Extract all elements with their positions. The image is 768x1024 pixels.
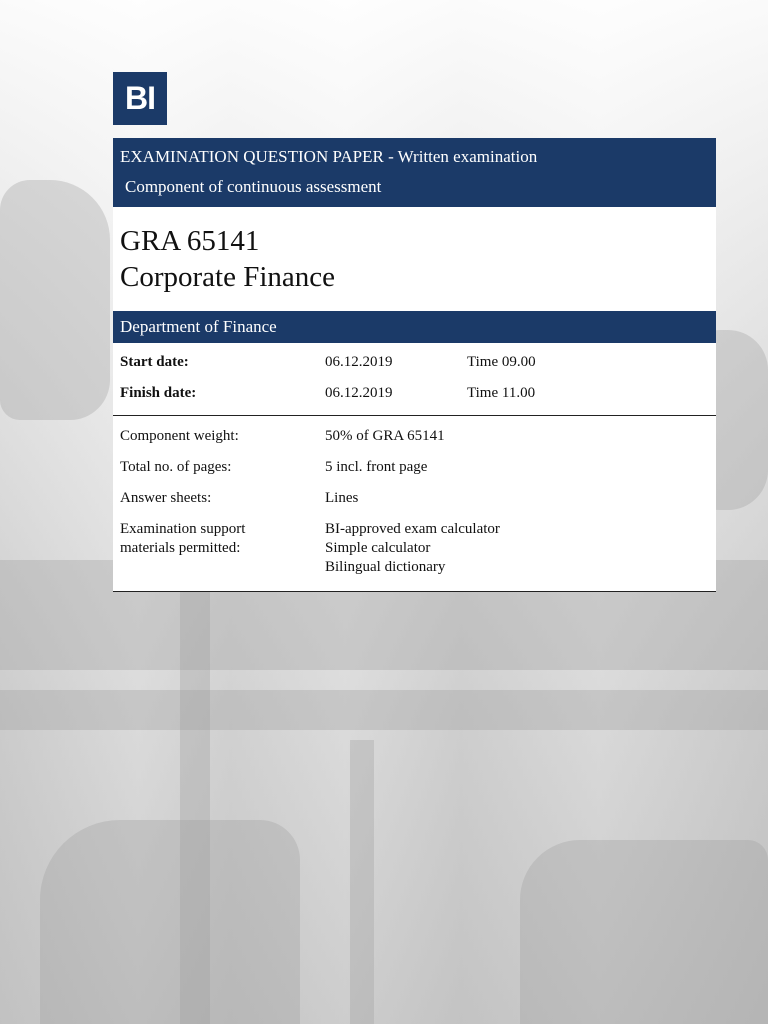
answer-sheets-label: Answer sheets: [120, 490, 212, 506]
component-weight-label: Component weight: [120, 428, 239, 444]
bi-logo: BI [113, 72, 167, 125]
course-code: GRA 65141 [120, 225, 260, 257]
finish-date-value: 06.12.2019 [325, 385, 393, 401]
exam-header [113, 138, 716, 207]
exam-dates [113, 343, 716, 416]
start-time-value: Time 09.00 [467, 354, 536, 370]
component-weight-value: 50% of GRA 65141 [325, 428, 445, 444]
exam-component-subtitle: Component of continuous assessment [125, 177, 382, 196]
exam-details [113, 416, 716, 592]
support-material-item: Bilingual dictionary [325, 559, 446, 575]
total-pages-row [113, 452, 716, 483]
finish-date-label: Finish date: [120, 385, 197, 401]
component-weight-row [113, 421, 716, 452]
finish-time-value: Time 11.00 [467, 385, 536, 401]
total-pages-label: Total no. of pages: [120, 459, 232, 475]
support-materials-label [120, 520, 325, 577]
answer-sheets-value: Lines [325, 490, 359, 506]
total-pages-value: 5 incl. front page [325, 459, 428, 475]
exam-type-title: EXAMINATION QUESTION PAPER - Written examination [120, 147, 538, 166]
support-material-item: BI-approved exam calculator [325, 521, 500, 537]
support-materials-list [325, 520, 709, 577]
exam-cover-panel [113, 138, 716, 592]
support-materials-label-line1: Examination support [120, 521, 246, 537]
finish-date-row [113, 378, 716, 409]
start-date-row [113, 347, 716, 378]
course-name: Corporate Finance [120, 261, 336, 293]
support-material-item: Simple calculator [325, 540, 431, 556]
start-date-label: Start date: [120, 354, 189, 370]
support-materials-label-line2: materials permitted: [120, 540, 241, 556]
support-materials-row [113, 514, 716, 583]
department-band: Department of Finance [113, 311, 716, 343]
answer-sheets-row [113, 483, 716, 514]
course-title-block [113, 207, 716, 311]
start-date-value: 06.12.2019 [325, 354, 393, 370]
